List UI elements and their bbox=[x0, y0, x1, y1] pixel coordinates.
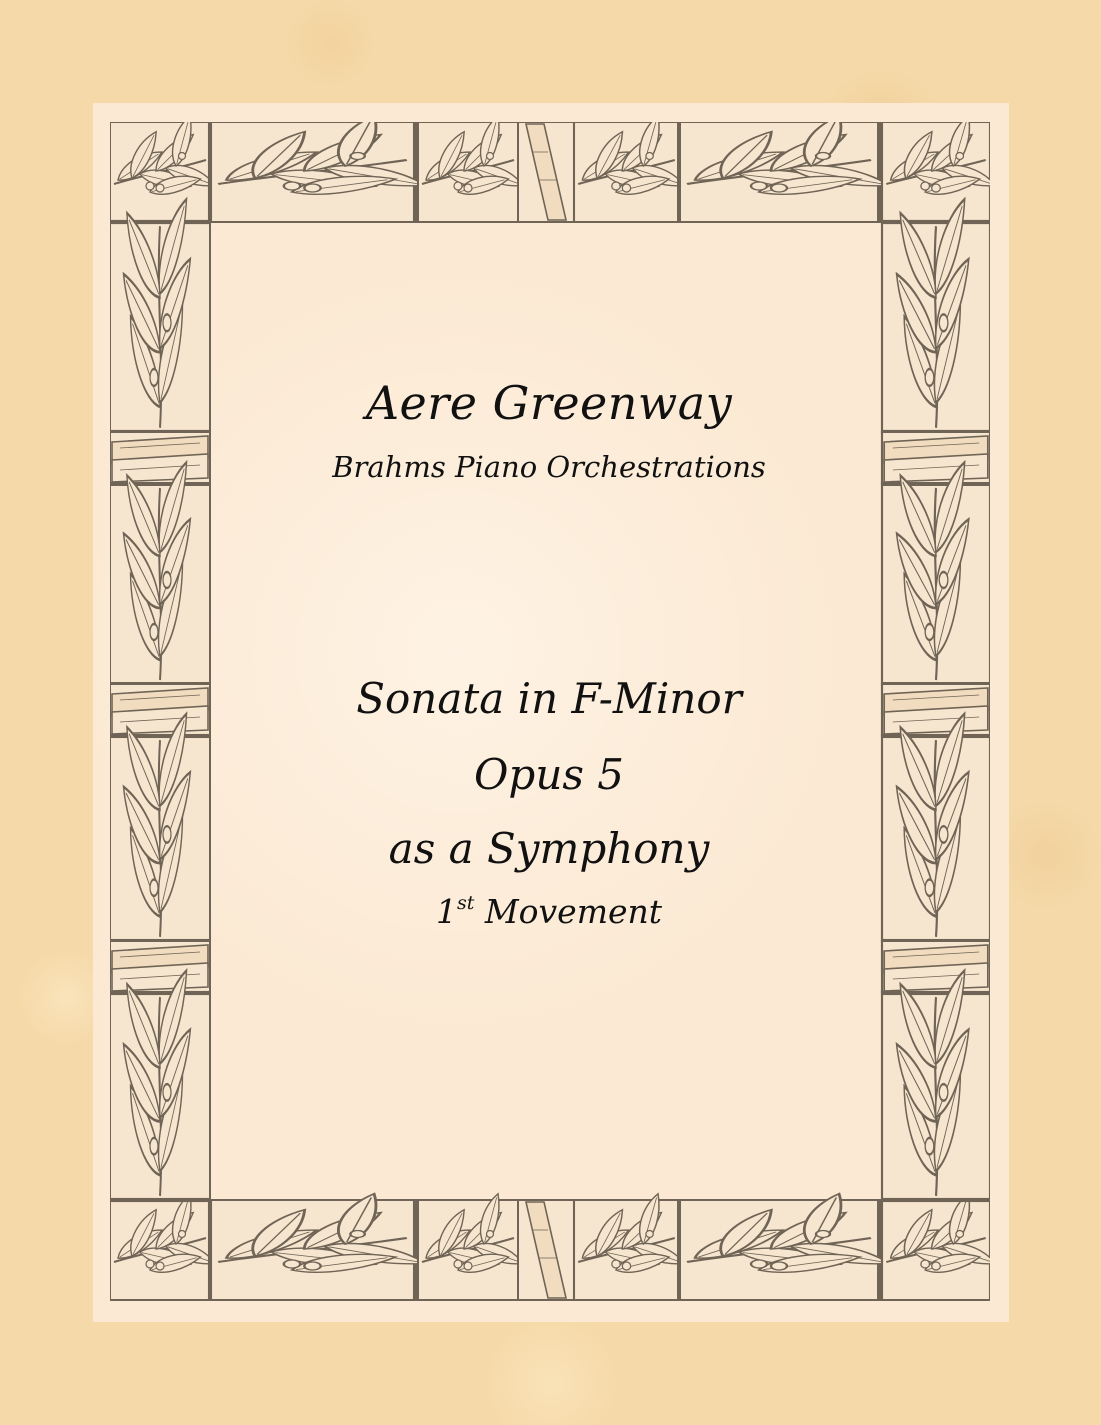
series-title: Brahms Piano Orchestrations bbox=[332, 450, 766, 484]
arrangement-form: as a Symphony bbox=[388, 824, 710, 873]
opus-number: Opus 5 bbox=[474, 750, 624, 799]
work-title: Sonata in F-Minor bbox=[356, 674, 742, 723]
movement-ordinal-suffix: st bbox=[456, 892, 475, 914]
composer-name: Aere Greenway bbox=[365, 376, 733, 430]
movement-word: Movement bbox=[484, 892, 663, 931]
movement-number: 1 bbox=[435, 892, 457, 931]
movement-label bbox=[214, 892, 884, 931]
title-block bbox=[214, 228, 884, 1204]
